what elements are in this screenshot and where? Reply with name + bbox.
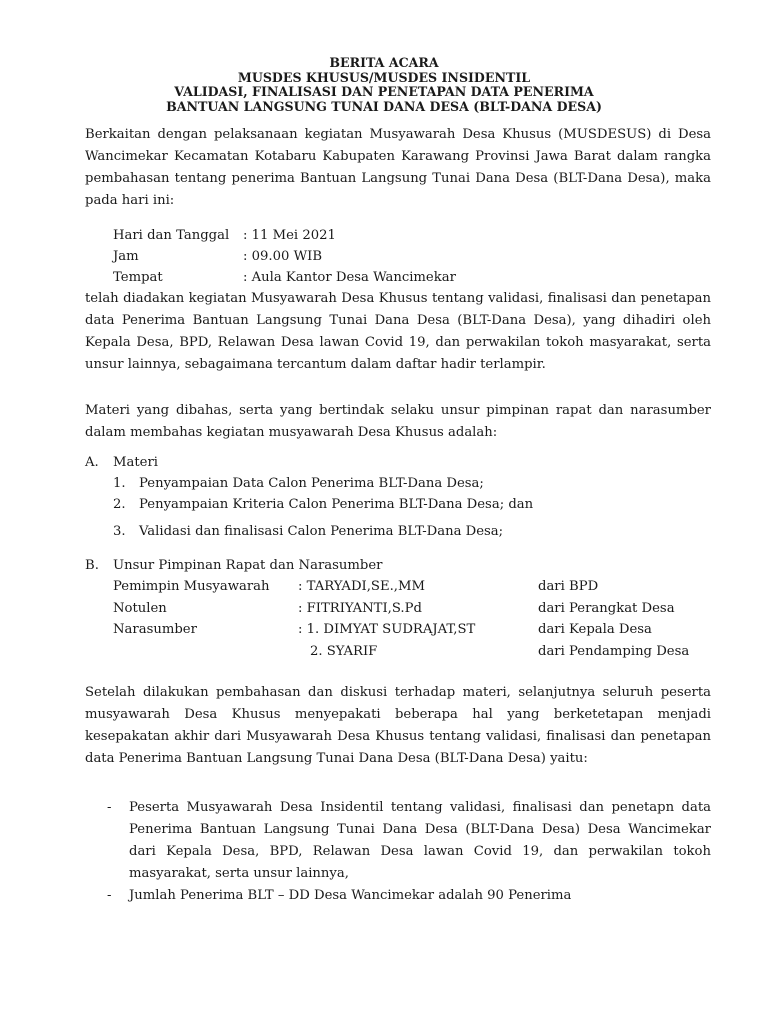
- schedule-date-value: : 11 Mei 2021: [243, 228, 336, 243]
- bullet-1-marker: -: [107, 800, 112, 815]
- conclusion-paragraph: Setelah dilakukan pembahasan dan diskusi terhadap materi, selanjutnya seluruh peserta musyawarah Desa Khusus menyepakati beberapa hal yang berketetapan menjadi kesepakatan akhir dari Musyawarah Desa Khusus tentang validasi, finalisasi dan penetapan data Penerima Bantuan Langsung Tunai Dana Desa (BLT-Dana Desa) yaitu:: [85, 685, 711, 766]
- notulen-origin: dari Perangkat Desa: [538, 601, 675, 616]
- speaker-2-name: 2. SYARIF: [310, 644, 378, 659]
- material-item-1-text: Penyampaian Data Calon Penerima BLT-Dana Desa;: [139, 476, 484, 491]
- notulen-role: Notulen: [113, 601, 167, 616]
- leader-role: Pemimpin Musyawarah: [113, 579, 270, 594]
- leader-name: : TARYADI,SE.,MM: [298, 579, 425, 594]
- speaker-1-name: : 1. DIMYAT SUDRAJAT,ST: [298, 622, 476, 637]
- section-a-letter: A.: [85, 455, 99, 470]
- material-item-1-number: 1.: [113, 476, 126, 491]
- title-line-3: VALIDASI, FINALISASI DAN PENETAPAN DATA PENERIMA: [174, 84, 594, 99]
- material-item-2-number: 2.: [113, 497, 126, 512]
- material-item-2-text: Penyampaian Kriteria Calon Penerima BLT-Dana Desa; dan: [139, 497, 534, 512]
- bullet-2-text: Jumlah Penerima BLT – DD Desa Wancimekar adalah 90 Penerima: [129, 888, 572, 903]
- speaker-2-origin: dari Pendamping Desa: [538, 644, 690, 659]
- material-item-3-text: Validasi dan finalisasi Calon Penerima BLT-Dana Desa;: [139, 524, 504, 539]
- section-b-letter: B.: [85, 558, 99, 573]
- held-paragraph: telah diadakan kegiatan Musyawarah Desa Khusus tentang validasi, finalisasi dan penetapan data Penerima Bantuan Langsung Tunai Dana Desa (BLT-Dana Desa), yang dihadiri oleh Kepala Desa, BPD, Relawan Desa lawan Covid 19, dan perwakilan tokoh masyarakat, serta unsur lainnya, sebagaimana tercantum dalam daftar hadir terlampir.: [85, 291, 711, 372]
- bullet-1-text: Peserta Musyawarah Desa Insidentil tentang validasi, finalisasi dan penetapn data Penerima Bantuan Langsung Tunai Dana Desa (BLT-Dana Desa) Desa Wancimekar dari Kepala Desa, BPD, Relawan Desa lawan Covid 19, dan perwakilan tokoh masyarakat, serta unsur lainnya,: [129, 800, 711, 881]
- title-line-2: MUSDES KHUSUS/MUSDES INSIDENTIL: [237, 69, 531, 85]
- schedule-place-label: Tempat: [113, 270, 163, 285]
- speaker-role: Narasumber: [113, 622, 197, 637]
- schedule-place-value: : Aula Kantor Desa Wancimekar: [243, 270, 456, 285]
- speaker-1-origin: dari Kepala Desa: [538, 622, 652, 637]
- material-item-3-number: 3.: [113, 524, 126, 539]
- section-a-heading: Materi: [113, 455, 158, 470]
- materials-intro-paragraph: Materi yang dibahas, serta yang bertindak selaku unsur pimpinan rapat dan narasumber dalam membahas kegiatan musyawarah Desa Khusus adalah:: [85, 403, 711, 440]
- section-b-heading: Unsur Pimpinan Rapat dan Narasumber: [113, 558, 383, 573]
- schedule-date-label: Hari dan Tanggal: [113, 228, 230, 243]
- schedule-time-label: Jam: [113, 249, 139, 264]
- title-line-1: BERITA ACARA: [329, 55, 439, 70]
- notulen-name: : FITRIYANTI,S.Pd: [298, 601, 422, 616]
- intro-paragraph: Berkaitan dengan pelaksanaan kegiatan Musyawarah Desa Khusus (MUSDESUS) di Desa Wancimekar Kecamatan Kotabaru Kabupaten Karawang Provinsi Jawa Barat dalam rangka pembahasan tentang penerima Bantuan Langsung Tunai Dana Desa (BLT-Dana Desa), maka pada hari ini:: [85, 127, 711, 208]
- leader-origin: dari BPD: [538, 579, 599, 594]
- title-line-4: BANTUAN LANGSUNG TUNAI DANA DESA (BLT-DANA DESA): [166, 98, 602, 114]
- bullet-2-marker: -: [107, 888, 112, 903]
- document-title: [0, 56, 768, 114]
- schedule-time-value: : 09.00 WIB: [243, 249, 323, 264]
